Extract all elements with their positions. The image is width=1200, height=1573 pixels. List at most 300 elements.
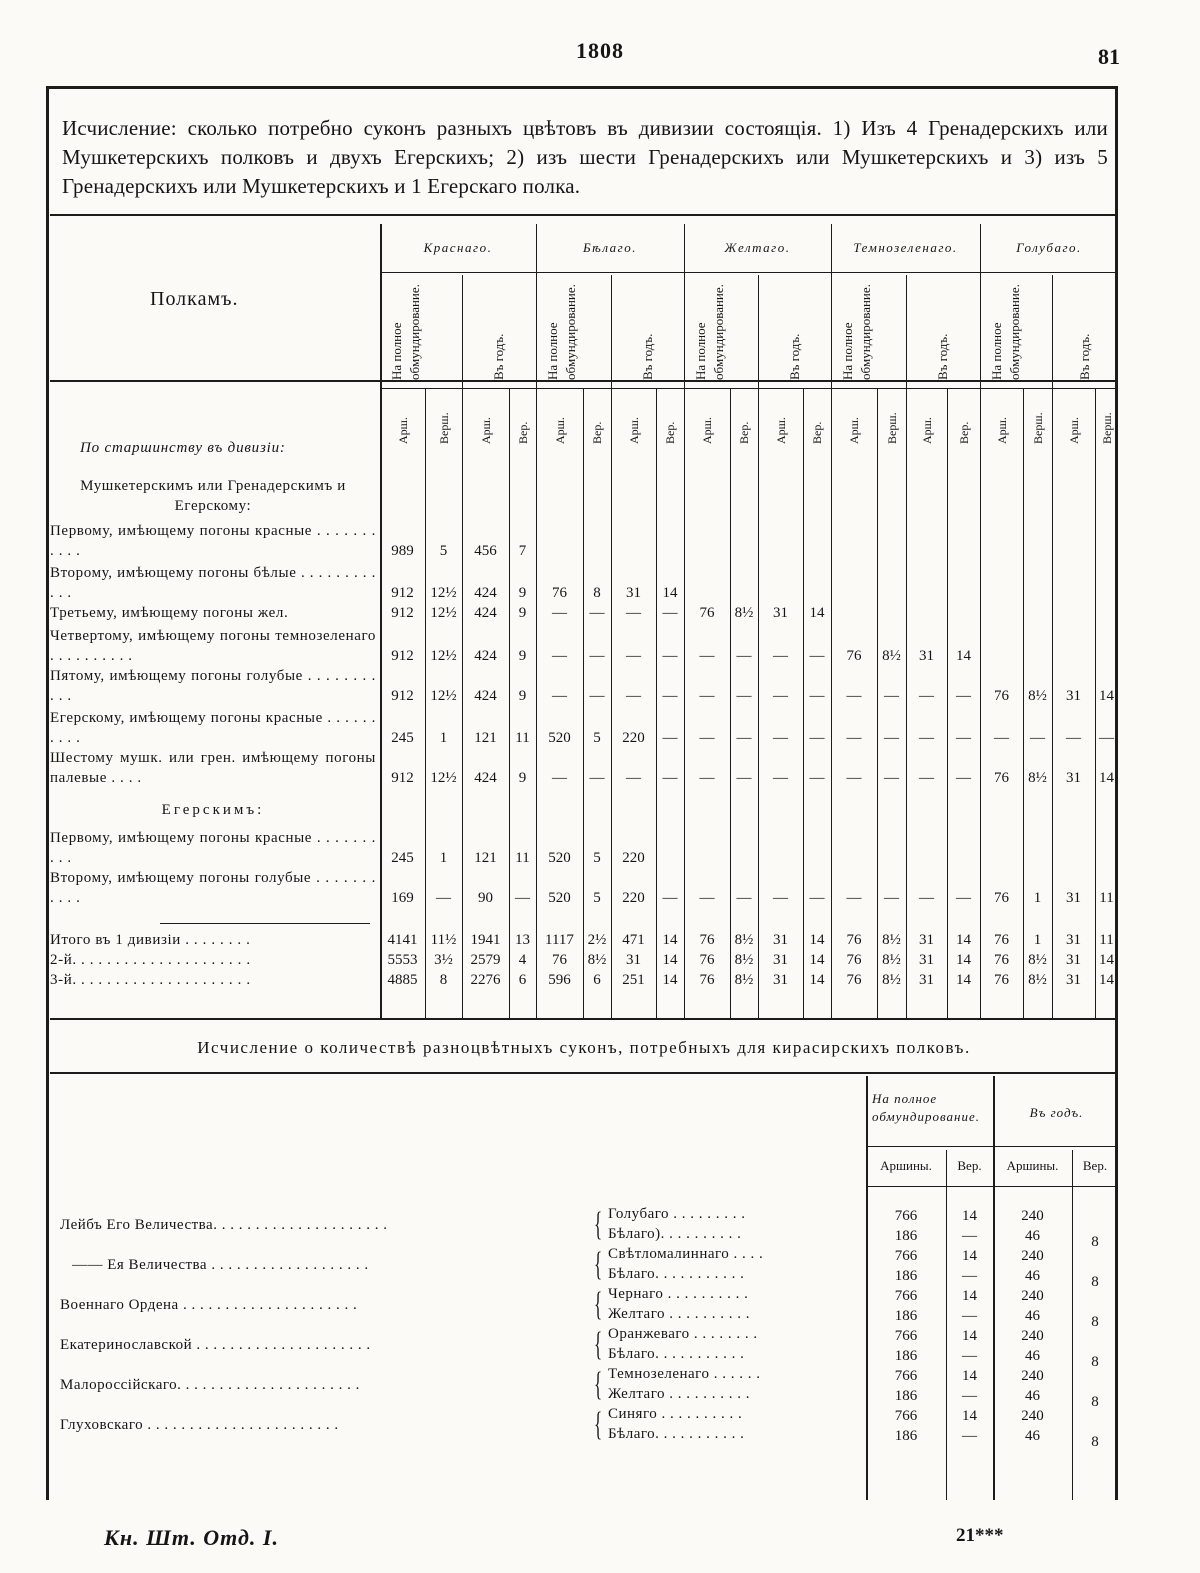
cell-value: — xyxy=(962,1268,977,1284)
total-value: 8½ xyxy=(882,952,901,968)
cell-value: — xyxy=(773,770,788,786)
total-value: 13 xyxy=(515,932,530,948)
cell-value: — xyxy=(956,890,971,906)
cell-value: — xyxy=(809,770,825,786)
cell-value: 520 xyxy=(548,730,571,746)
cell-value: — xyxy=(662,648,678,664)
per-year-label: Въ годъ. xyxy=(1077,333,1092,380)
cell-value: 912 xyxy=(391,605,414,621)
cell-value: 766 xyxy=(894,1208,918,1224)
cell-value: 31 xyxy=(773,605,788,621)
cell-value: — xyxy=(884,688,899,704)
regiment-name: Екатеринославской . . . . . . . . . . . . . . . . . . . . . xyxy=(60,1337,371,1353)
cell-value: — xyxy=(589,648,605,664)
cell-value: 5 xyxy=(593,890,601,906)
total-value: 8½ xyxy=(734,952,754,968)
total-value: 4141 xyxy=(387,932,418,948)
cell-value: 14 xyxy=(1099,770,1114,786)
cell-value: — xyxy=(846,688,862,704)
cell-value: — xyxy=(626,605,641,621)
unit-label: Аршины. xyxy=(1006,1158,1059,1173)
unit-label: Вер. xyxy=(516,421,530,444)
cell-value: — xyxy=(626,770,641,786)
total-value: 31 xyxy=(919,932,934,948)
total-value: 8½ xyxy=(882,972,901,988)
cell-value: 424 xyxy=(474,688,497,704)
row-label: Шестому мушк. или грен. имѣющему погоны палевые . . . . xyxy=(50,750,376,786)
unit-label: Вер. xyxy=(737,421,751,444)
cell-value: 220 xyxy=(622,850,645,866)
total-value: 14 xyxy=(809,952,825,968)
cell-value: 12½ xyxy=(430,688,457,704)
cell-value: 245 xyxy=(391,730,414,746)
cell-value: 912 xyxy=(391,585,414,601)
cell-value: — xyxy=(956,688,971,704)
unit-label: Арш. xyxy=(995,417,1009,444)
cloth-color: Желтаго . . . . . . . . . . xyxy=(608,1306,750,1322)
cell-value: 8 xyxy=(1091,1354,1099,1370)
full-uniform-label: На полное обмундирование. xyxy=(545,284,578,380)
cloth-color: Бѣлаго. . . . . . . . . . . xyxy=(608,1266,745,1282)
cell-value: 912 xyxy=(391,648,414,664)
cell-value: — xyxy=(1099,730,1114,746)
cell-value: 12½ xyxy=(430,770,457,786)
unit-label: Арш. xyxy=(553,417,567,444)
total-value: 2579 xyxy=(470,952,501,968)
footer-sheet-number: 21*** xyxy=(956,1525,1004,1546)
total-label: 3-й. . . . . . . . . . . . . . . . . . . . . xyxy=(50,972,251,988)
cell-value: 76 xyxy=(994,688,1009,704)
row-label: Второму, имѣющему погоны бѣлые . . . . . . . . . . . . xyxy=(50,565,376,601)
cell-value: — xyxy=(809,730,825,746)
cell-value: 424 xyxy=(474,648,497,664)
cell-value: 186 xyxy=(894,1308,918,1324)
total-value: 8½ xyxy=(1028,952,1047,968)
total-value: 14 xyxy=(662,952,678,968)
total-value: 14 xyxy=(662,932,678,948)
total-value: 11½ xyxy=(430,932,457,948)
cell-value: 912 xyxy=(391,688,414,704)
page-number: 81 xyxy=(1098,44,1120,69)
per-year-label: Въ годъ. xyxy=(787,333,802,380)
rule xyxy=(866,1146,1118,1147)
cell-value: — xyxy=(662,730,678,746)
cell-value: — xyxy=(699,730,715,746)
cell-value: 220 xyxy=(622,730,645,746)
total-value: 31 xyxy=(1066,932,1081,948)
cell-value: 9 xyxy=(518,648,527,664)
rule xyxy=(50,380,1118,382)
cell-value: 31 xyxy=(1066,890,1081,906)
cell-value: — xyxy=(994,730,1009,746)
total-value: 4 xyxy=(518,952,527,968)
cell-value: 186 xyxy=(894,1228,918,1244)
table2-title: Исчисление о количествѣ разноцвѣтныхъ суконъ, потребныхъ для кирасирскихъ полковъ. xyxy=(197,1038,971,1057)
cell-value: 186 xyxy=(894,1268,918,1284)
total-value: 8½ xyxy=(587,952,607,968)
cell-value: 14 xyxy=(809,605,825,621)
total-value: 31 xyxy=(919,952,934,968)
cell-value: 14 xyxy=(962,1248,977,1264)
cell-value: 5 xyxy=(439,543,448,559)
cell-value: 1 xyxy=(439,850,448,866)
cell-value: 240 xyxy=(1021,1408,1044,1424)
total-value: 6 xyxy=(593,972,601,988)
cloth-color: Голубаго . . . . . . . . . xyxy=(608,1206,746,1222)
cell-value: — xyxy=(962,1228,977,1244)
cell-value: 240 xyxy=(1021,1208,1044,1224)
cell-value: 766 xyxy=(894,1408,918,1424)
unit-label: Вер. xyxy=(957,421,971,444)
total-value: 8 xyxy=(439,972,448,988)
cell-value: 46 xyxy=(1025,1228,1040,1244)
color-group-label: Голубаго. xyxy=(1016,240,1082,255)
cell-value: 766 xyxy=(894,1328,918,1344)
total-value: 8½ xyxy=(882,932,901,948)
total-value: 251 xyxy=(622,972,645,988)
cell-value: 186 xyxy=(894,1428,918,1444)
full-uniform-label: На полное обмундирование. xyxy=(872,1091,980,1124)
rule xyxy=(50,1072,1118,1074)
cloth-color: Бѣлаго. . . . . . . . . . . xyxy=(608,1346,745,1362)
cell-value: 220 xyxy=(622,890,645,906)
unit-label: Арш. xyxy=(396,417,410,444)
cell-value: 14 xyxy=(962,1368,977,1384)
total-value: 8½ xyxy=(734,932,754,948)
total-value: 76 xyxy=(699,932,715,948)
cell-value: 11 xyxy=(515,850,530,866)
total-value: 76 xyxy=(994,952,1009,968)
total-value: 76 xyxy=(846,972,862,988)
cell-value: — xyxy=(884,890,899,906)
section-subtitle: Мушкетерскимъ или Гренадерскимъ и Егерскому: xyxy=(80,478,346,514)
cell-value: — xyxy=(773,648,788,664)
cell-value: — xyxy=(773,730,788,746)
cell-value: 46 xyxy=(1025,1388,1040,1404)
cell-value: 989 xyxy=(391,543,414,559)
total-value: 76 xyxy=(699,972,715,988)
total-value: 596 xyxy=(548,972,571,988)
cell-value: — xyxy=(846,890,862,906)
cell-value: — xyxy=(809,688,825,704)
footer-signature: Кн. Шт. Отд. I. xyxy=(104,1525,279,1550)
cell-value: 424 xyxy=(474,770,497,786)
total-value: 31 xyxy=(773,952,788,968)
cell-value: 14 xyxy=(962,1288,977,1304)
cloth-color: Синяго . . . . . . . . . . xyxy=(608,1406,743,1422)
cell-value: 8 xyxy=(1091,1394,1099,1410)
regiment-name: —— Ея Величества . . . . . . . . . . . . . . . . . . . xyxy=(72,1257,369,1273)
row-label: Пятому, имѣющему погоны голубые . . . . . . . . . . . xyxy=(50,668,376,704)
total-value: 11 xyxy=(1099,932,1114,948)
total-value: 31 xyxy=(1066,952,1081,968)
unit-label: Аршины. xyxy=(880,1158,932,1173)
cell-value: — xyxy=(662,688,678,704)
full-uniform-label: На полное обмундирование. xyxy=(389,284,422,380)
cell-value: 8½ xyxy=(882,648,901,664)
cell-value: — xyxy=(773,688,788,704)
cell-value: — xyxy=(552,770,567,786)
cell-value: — xyxy=(919,770,934,786)
brace: { xyxy=(594,1406,603,1443)
total-value: 8½ xyxy=(1028,972,1047,988)
cell-value: 240 xyxy=(1021,1368,1044,1384)
cell-value: — xyxy=(736,688,752,704)
total-value: 76 xyxy=(994,972,1009,988)
total-value: 14 xyxy=(1099,952,1114,968)
unit-label: Верш. xyxy=(1100,412,1114,444)
per-year-label: Въ годъ. xyxy=(935,333,950,380)
cell-value: 5 xyxy=(593,850,601,866)
total-value: 76 xyxy=(846,952,862,968)
cell-value: 8½ xyxy=(734,605,754,621)
total-value: 5553 xyxy=(387,952,418,968)
cell-value: 46 xyxy=(1025,1308,1040,1324)
total-value: 1 xyxy=(1033,932,1042,948)
cell-value: 12½ xyxy=(430,605,457,621)
cell-value: 9 xyxy=(518,585,527,601)
cell-value: — xyxy=(846,770,862,786)
cell-value: 14 xyxy=(962,1328,977,1344)
cell-value: 245 xyxy=(391,850,414,866)
cloth-color: Желтаго . . . . . . . . . . xyxy=(608,1386,750,1402)
rule xyxy=(380,388,1118,389)
cell-value: 121 xyxy=(474,850,497,866)
cell-value: 7 xyxy=(518,543,527,559)
cell-value: — xyxy=(962,1348,977,1364)
cell-value: 186 xyxy=(894,1388,918,1404)
cell-value: 240 xyxy=(1021,1288,1044,1304)
cell-value: 46 xyxy=(1025,1428,1040,1444)
cell-value: — xyxy=(626,688,641,704)
cell-value: — xyxy=(919,730,934,746)
cell-value: 456 xyxy=(474,543,497,559)
cell-value: 1 xyxy=(1033,890,1042,906)
section-title: По старшинству въ дивизіи: xyxy=(80,440,286,456)
cell-value: 8½ xyxy=(1028,770,1047,786)
cell-value: — xyxy=(962,1308,977,1324)
total-value: 31 xyxy=(773,972,788,988)
cell-value: — xyxy=(515,890,530,906)
cell-value: 14 xyxy=(1099,688,1114,704)
regiment-name: Малороссійскаго. . . . . . . . . . . . . . . . . . . . . . xyxy=(60,1377,360,1393)
rule xyxy=(380,272,1118,273)
cell-value: 424 xyxy=(474,605,497,621)
cell-value: 520 xyxy=(548,850,571,866)
total-value: 14 xyxy=(956,932,971,948)
row-label: Егерскому, имѣющему погоны красные . . . . . . . . . . xyxy=(50,710,376,746)
cloth-color: Чернаго . . . . . . . . . . xyxy=(608,1286,749,1302)
cell-value: — xyxy=(809,648,825,664)
total-value: 14 xyxy=(1099,972,1114,988)
total-value: 8½ xyxy=(734,972,754,988)
cell-value: 8 xyxy=(1091,1274,1099,1290)
unit-label: Вер. xyxy=(590,421,604,444)
cell-value: — xyxy=(773,890,788,906)
cell-value: 520 xyxy=(548,890,571,906)
unit-label: Верш. xyxy=(1031,412,1045,444)
unit-label: Арш. xyxy=(847,417,861,444)
brace: { xyxy=(594,1206,603,1243)
cell-value: 186 xyxy=(894,1348,918,1364)
unit-label: Вер. xyxy=(1082,1158,1108,1173)
total-value: 471 xyxy=(622,932,645,948)
total-value: 14 xyxy=(662,972,678,988)
cell-value: 8 xyxy=(1091,1314,1099,1330)
color-group-label: Бѣлаго. xyxy=(583,240,637,255)
total-label: 2-й. . . . . . . . . . . . . . . . . . . . . xyxy=(50,952,251,968)
cell-value: 12½ xyxy=(430,585,457,601)
cell-value: — xyxy=(884,730,899,746)
total-value: 2½ xyxy=(587,932,607,948)
full-uniform-label: На полное обмундирование. xyxy=(989,284,1022,380)
color-group-label: Темнозеленаго. xyxy=(853,240,958,255)
row-label: Первому, имѣющему погоны красные . . . . . . . . . . xyxy=(50,830,376,866)
cell-value: 424 xyxy=(474,585,497,601)
cell-value: 8½ xyxy=(1028,688,1047,704)
per-year-label: Въ годъ. xyxy=(1029,1105,1084,1120)
cell-value: 76 xyxy=(846,648,862,664)
cell-value: 240 xyxy=(1021,1248,1044,1264)
cell-value: 8 xyxy=(1091,1434,1099,1450)
total-value: 76 xyxy=(699,952,715,968)
total-value: 14 xyxy=(956,972,971,988)
row-label: Второму, имѣющему погоны голубые . . . . . . . . . . . xyxy=(50,870,376,906)
rule xyxy=(50,1018,1118,1020)
color-group-label: Краснаго. xyxy=(423,240,493,255)
total-value: 14 xyxy=(956,952,971,968)
brace: { xyxy=(594,1326,603,1363)
cell-value: 76 xyxy=(552,585,567,601)
cloth-color: Оранжеваго . . . . . . . . xyxy=(608,1326,758,1342)
cloth-color: Темнозеленаго . . . . . . xyxy=(608,1366,761,1382)
cell-value: 31 xyxy=(1066,770,1081,786)
cell-value: — xyxy=(962,1428,977,1444)
full-uniform-label: На полное обмундирование. xyxy=(840,284,873,380)
unit-label: Аpш. xyxy=(700,417,714,444)
color-group-label: Желтаго. xyxy=(724,240,791,255)
cell-value: 8 xyxy=(593,585,601,601)
cell-value: 240 xyxy=(1021,1328,1044,1344)
unit-label: Арш. xyxy=(774,417,788,444)
total-value: 31 xyxy=(919,972,934,988)
full-uniform-label: На полное обмундирование. xyxy=(693,284,726,380)
unit-label: Верш. xyxy=(885,412,899,444)
cell-value: 1 xyxy=(439,730,448,746)
cell-value: 14 xyxy=(962,1208,977,1224)
cell-value: — xyxy=(699,770,715,786)
cell-value: — xyxy=(699,890,715,906)
row-label: Четвертому, имѣющему погоны темнозеленаго . . . . . . . . . . xyxy=(50,628,376,664)
cell-value: 169 xyxy=(391,890,414,906)
total-value: 1941 xyxy=(470,932,501,948)
regiment-name: Глуховскаго . . . . . . . . . . . . . . . . . . . . . . . xyxy=(60,1417,339,1433)
cell-value: — xyxy=(552,688,567,704)
cell-value: 31 xyxy=(626,585,641,601)
brace: { xyxy=(594,1286,603,1323)
cell-value: — xyxy=(919,688,934,704)
cell-value: — xyxy=(589,688,605,704)
brace: { xyxy=(594,1246,603,1283)
rule xyxy=(160,923,370,924)
cell-value: 12½ xyxy=(430,648,457,664)
cell-value: 76 xyxy=(994,770,1009,786)
cloth-color: Бѣлаго). . . . . . . . . . xyxy=(608,1226,742,1242)
page-year: 1808 xyxy=(576,38,624,63)
cell-value: — xyxy=(589,605,605,621)
cell-value: 9 xyxy=(518,688,527,704)
total-value: 31 xyxy=(626,952,641,968)
cell-value: — xyxy=(662,770,678,786)
rule xyxy=(866,1186,1118,1187)
total-value: 31 xyxy=(773,932,788,948)
total-value: 14 xyxy=(809,972,825,988)
cell-value: — xyxy=(552,648,567,664)
cell-value: — xyxy=(956,770,971,786)
cell-value: 31 xyxy=(919,648,934,664)
cell-value: — xyxy=(809,890,825,906)
cell-value: — xyxy=(736,890,752,906)
total-label: Итого въ 1 дивизіи . . . . . . . . xyxy=(50,932,251,948)
unit-label: Вер. xyxy=(957,1158,982,1173)
cell-value: — xyxy=(589,770,605,786)
cell-value: 766 xyxy=(894,1248,918,1264)
regiment-name: Военнаго Ордена . . . . . . . . . . . . . . . . . . . . . xyxy=(60,1297,358,1313)
total-value: 3½ xyxy=(434,952,453,968)
total-value: 76 xyxy=(846,932,862,948)
cloth-color: Свѣтломалиннаго . . . . xyxy=(608,1246,764,1262)
total-value: 76 xyxy=(994,932,1009,948)
cell-value: 14 xyxy=(662,585,678,601)
regiment-name: Лейбъ Его Величества. . . . . . . . . . . . . . . . . . . . . xyxy=(60,1217,388,1233)
cell-value: 76 xyxy=(994,890,1009,906)
cell-value: — xyxy=(962,1388,977,1404)
cell-value: — xyxy=(1066,730,1081,746)
cell-value: — xyxy=(956,730,971,746)
cloth-color: Бѣлаго. . . . . . . . . . . xyxy=(608,1426,745,1442)
cell-value: — xyxy=(662,605,678,621)
unit-label: Вер. xyxy=(663,421,677,444)
cell-value: 76 xyxy=(699,605,715,621)
total-value: 6 xyxy=(518,972,527,988)
cell-value: — xyxy=(736,648,752,664)
unit-label: Арш. xyxy=(1067,417,1081,444)
total-value: 76 xyxy=(552,952,567,968)
unit-label: Вер. xyxy=(810,421,824,444)
cell-value: — xyxy=(699,648,715,664)
brace: { xyxy=(594,1366,603,1403)
cell-value: 14 xyxy=(956,648,971,664)
per-year-label: Въ годъ. xyxy=(640,333,655,380)
per-year-label: Въ годъ. xyxy=(491,333,506,380)
row-label: Третьему, имѣющему погоны жел. xyxy=(50,605,289,621)
cell-value: 5 xyxy=(593,730,601,746)
total-value: 1117 xyxy=(545,932,574,948)
cell-value: 14 xyxy=(962,1408,977,1424)
cell-value: — xyxy=(736,730,752,746)
cell-value: 46 xyxy=(1025,1268,1040,1284)
cell-value: — xyxy=(884,770,899,786)
total-value: 2276 xyxy=(470,972,501,988)
cell-value: 766 xyxy=(894,1368,918,1384)
total-value: 4885 xyxy=(387,972,418,988)
total-value: 14 xyxy=(809,932,825,948)
unit-label: Верш. xyxy=(437,412,451,444)
cell-value: 31 xyxy=(1066,688,1081,704)
unit-label: Арш. xyxy=(627,417,641,444)
cell-value: 9 xyxy=(518,770,527,786)
cell-value: 8 xyxy=(1091,1234,1099,1250)
